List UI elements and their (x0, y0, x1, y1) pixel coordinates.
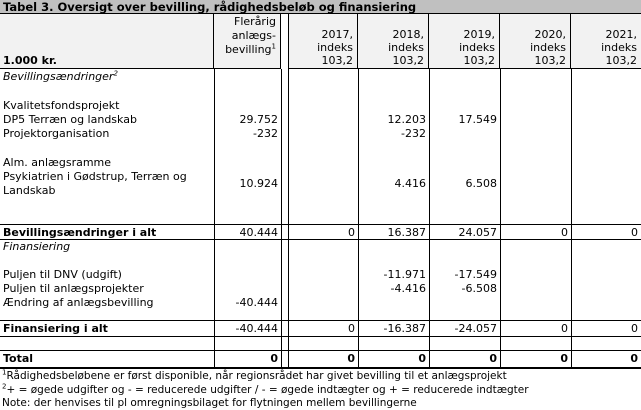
index-label: indeks (388, 41, 424, 54)
unit-label: 1.000 kr. (3, 54, 57, 67)
index-label: indeks (601, 41, 637, 54)
index-value: 103,2 (321, 54, 353, 67)
cell-value: 0 (631, 322, 638, 335)
table-title: Tabel 3. Oversigt over bevilling, rådighedsbeløb og finansiering (0, 0, 641, 14)
row-divider (0, 239, 641, 240)
row-divider (0, 224, 641, 225)
index-value: 103,2 (392, 54, 424, 67)
row-label: Kvalitetsfondsprojekt (3, 99, 120, 112)
header-label-cell (0, 14, 214, 69)
row-label: Puljen til DNV (udgift) (3, 268, 122, 281)
footnote-marker: 1 (2, 368, 7, 377)
header-year-2018 (358, 14, 429, 69)
cell-value: 0 (418, 352, 426, 365)
cell-value: 40.444 (239, 226, 278, 239)
year-2017: 2017, (321, 28, 353, 41)
cell-value: 24.057 (458, 226, 497, 239)
cell-value: 0 (270, 352, 278, 365)
footnote-text: + = øgede udgifter og - = reducerede udgifter / - = øgede indtægter og + = reducerede indtægter (6, 384, 529, 396)
row-label: Finansiering i alt (3, 322, 108, 335)
table-note: Note: der henvises til pl omregningsbilaget for flytningen mellem bevillingerne (2, 397, 417, 409)
row-label: Alm. anlægsramme (3, 156, 112, 169)
header-flerarig-line1: Flerårig (234, 15, 276, 28)
index-label: indeks (459, 41, 495, 54)
header-flerarig (214, 14, 281, 69)
index-value: 103,2 (605, 54, 637, 67)
cell-value: 0 (630, 352, 638, 365)
cell-value: -24.057 (454, 322, 497, 335)
index-label: indeks (317, 41, 353, 54)
cell-value: 0 (347, 352, 355, 365)
row-label: Psykiatrien i Gødstrup, Terræn og (3, 170, 187, 183)
header-flerarig-line2: anlægs- (231, 29, 276, 42)
index-value: 103,2 (534, 54, 566, 67)
year-2019: 2019, (463, 28, 495, 41)
cell-value: 0 (348, 226, 355, 239)
cell-value: 0 (561, 226, 568, 239)
cell-value: 0 (561, 322, 568, 335)
footnote-text: Rådighedsbeløbene er først disponible, når regionsrådet har givet bevilling til et anlægsprojekt (6, 370, 507, 382)
footnote-ref-1: 1 (271, 42, 276, 51)
footnote-1 (2, 370, 507, 383)
row-label: Ændring af anlægsbevilling (3, 296, 154, 309)
footnote-2 (2, 384, 529, 397)
index-value: 103,2 (463, 54, 495, 67)
header-year-2020 (500, 14, 571, 69)
cell-value: -16.387 (383, 322, 426, 335)
header-flerarig-line3: bevilling$^1$ (225, 42, 276, 56)
column-gap (281, 14, 288, 369)
row-label-continued: Landskab (3, 184, 56, 197)
cell-value: -11.971 (383, 268, 426, 281)
cell-value: 0 (489, 352, 497, 365)
table-bottom-rule (0, 367, 641, 369)
row-divider (0, 336, 641, 337)
row-label: DP5 Terræn og landskab (3, 113, 137, 126)
cell-value: 29.752 (239, 113, 278, 126)
row-divider (0, 350, 641, 351)
cell-value: -232 (401, 127, 426, 140)
row-label: Total (3, 352, 34, 365)
row-divider (0, 320, 641, 321)
cell-value: 16.387 (387, 226, 426, 239)
cell-value: -40.444 (235, 322, 278, 335)
cell-value: -232 (253, 127, 278, 140)
cell-value: -4.416 (390, 282, 426, 295)
cell-value: 0 (560, 352, 568, 365)
header-year-2019 (429, 14, 500, 69)
year-2020: 2020, (534, 28, 566, 41)
row-label: Puljen til anlægsprojekter (3, 282, 144, 295)
cell-value: 17.549 (458, 113, 497, 126)
cell-value: 0 (631, 226, 638, 239)
row-label: Bevillingsændringer i alt (3, 226, 157, 239)
cell-value: 0 (348, 322, 355, 335)
cell-value: 4.416 (394, 177, 426, 190)
cell-value: 10.924 (239, 177, 278, 190)
footnote-marker: 2 (2, 382, 7, 391)
cell-value: 12.203 (387, 113, 426, 126)
header-year-2021 (571, 14, 641, 69)
column-divider (281, 69, 282, 369)
row-label: Projektorganisation (3, 127, 110, 140)
year-2018: 2018, (392, 28, 424, 41)
cell-value: 6.508 (465, 177, 497, 190)
cell-value: -17.549 (454, 268, 497, 281)
footnote-ref-2: 2 (113, 69, 118, 78)
cell-value: -40.444 (235, 296, 278, 309)
section-heading-label: Finansiering (3, 240, 71, 253)
index-label: indeks (530, 41, 566, 54)
year-2021: 2021, (605, 28, 637, 41)
header-year-2017 (288, 14, 358, 69)
section-heading-label: Bevillingsændringer (3, 70, 114, 83)
cell-value: -6.508 (461, 282, 497, 295)
